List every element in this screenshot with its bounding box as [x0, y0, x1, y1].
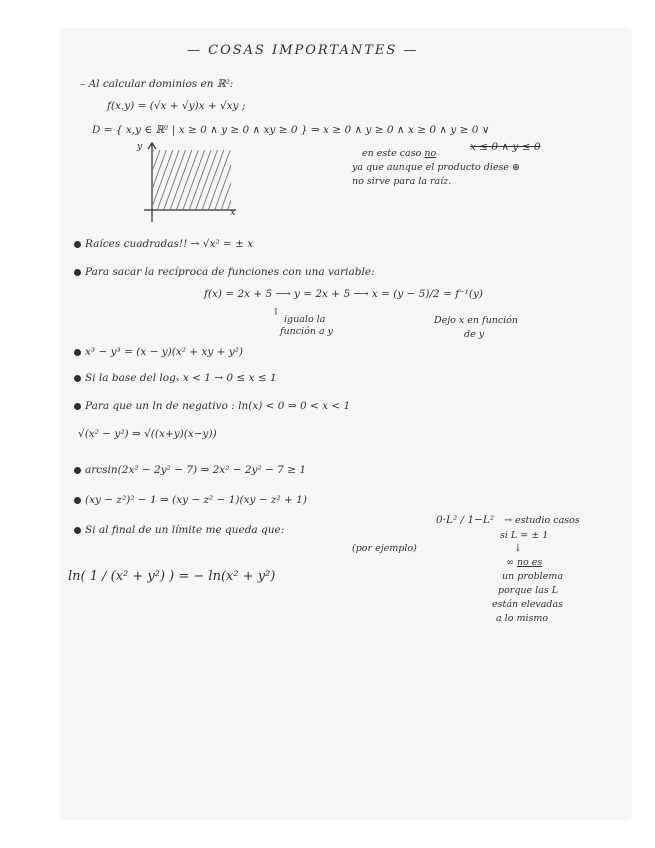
notebook-page [62, 30, 630, 818]
limit-note-5: a lo mismo [496, 613, 549, 624]
sketch-y-label: y [137, 141, 143, 152]
bullet-icon [74, 241, 81, 248]
domain-intro: – Al calcular dominios en ℝ²: [80, 78, 234, 90]
bullet-icon [74, 527, 81, 534]
item-arcsin: arcsin(2x² − 2y² − 7) ⇒ 2x² − 2y² − 7 ≥ 1 [74, 464, 306, 477]
domain-definition: D = { x,y ∈ ℝ² | x ≥ 0 ∧ y ≥ 0 ∧ xy ≥ 0 } ⇒ x ≥ 0 ∧ y ≥ 0 ∧ x ≥ 0 ∧ y ≥ 0 ∨ [92, 124, 490, 136]
bullet-icon [74, 269, 81, 276]
sketch-shaded-region [153, 150, 231, 209]
limit-note-1: ∞ no es [506, 557, 543, 568]
bullet-icon [74, 403, 81, 410]
domain-definition-extra: x ≤ 0 ∧ y ≤ 0 [470, 141, 541, 153]
reciprocal-note-right-2: de y [464, 329, 485, 340]
limit-note-3: porque las L [498, 585, 559, 596]
reciprocal-formula: f(x) = 2x + 5 ⟶ y = 2x + 5 ⟶ x = (y − 5)/2 = f⁻¹(y) [204, 288, 483, 300]
limit-arrow: ↓ [514, 543, 522, 554]
bullet-icon [74, 467, 81, 474]
item-ln-negative: Para que un ln de negativo : ln(x) < 0 ⇒ 0 < x < 1 [74, 400, 350, 413]
sketch-x-label: x [230, 207, 236, 218]
limit-condition: si L = ± 1 [500, 530, 549, 541]
item-square-roots: Raíces cuadradas!! → √x² = ± x [74, 238, 253, 251]
item-ln-identity: ln( 1 / (x² + y²) ) = − ln(x² + y²) [68, 569, 276, 584]
domain-note-2: ya que aunque el producto diese ⊕ [352, 162, 520, 173]
reciprocal-note-left-1: igualo la [284, 314, 326, 325]
reciprocal-note-left-2: función a y [280, 326, 334, 337]
limit-note-4: están elevadas [492, 599, 564, 610]
bullet-icon [74, 497, 81, 504]
domain-function: f(x,y) = (√x + √y)x + √xy ; [107, 100, 246, 112]
item-sqrt-difference: √(x² − y²) ⇒ √((x+y)(x−y)) [78, 428, 217, 440]
bullet-icon [74, 375, 81, 382]
limit-note-2: un problema [502, 571, 564, 582]
bullet-icon [74, 349, 81, 356]
domain-sketch [132, 138, 242, 228]
reciprocal-note-right-1: Dejo x en función [434, 315, 519, 326]
item-log-base: Si la base del logₓ x < 1 → 0 ≤ x ≤ 1 [74, 372, 277, 385]
reciprocal-arrow: ↑ [272, 307, 280, 318]
item-reciprocal: Para sacar la recíproca de funciones con una variable: [74, 266, 375, 279]
domain-note-3: no sirve para la raíz. [352, 176, 452, 187]
item-square-factor: (xy − z²)² − 1 ⇒ (xy − z² − 1)(xy − z² + 1) [74, 494, 307, 507]
limit-example: (por ejemplo) [352, 543, 417, 554]
item-cube-difference: x³ − y³ = (x − y)(x² + xy + y²) [74, 346, 243, 359]
limit-study: → estudio casos [504, 515, 580, 526]
item-limit: Si al final de un límite me queda que: [74, 524, 284, 537]
limit-fraction: 0·L² / 1−L² [436, 514, 495, 526]
page-title: — COSAS IMPORTANTES — [187, 43, 419, 58]
domain-note-1: en este caso no [362, 148, 437, 159]
